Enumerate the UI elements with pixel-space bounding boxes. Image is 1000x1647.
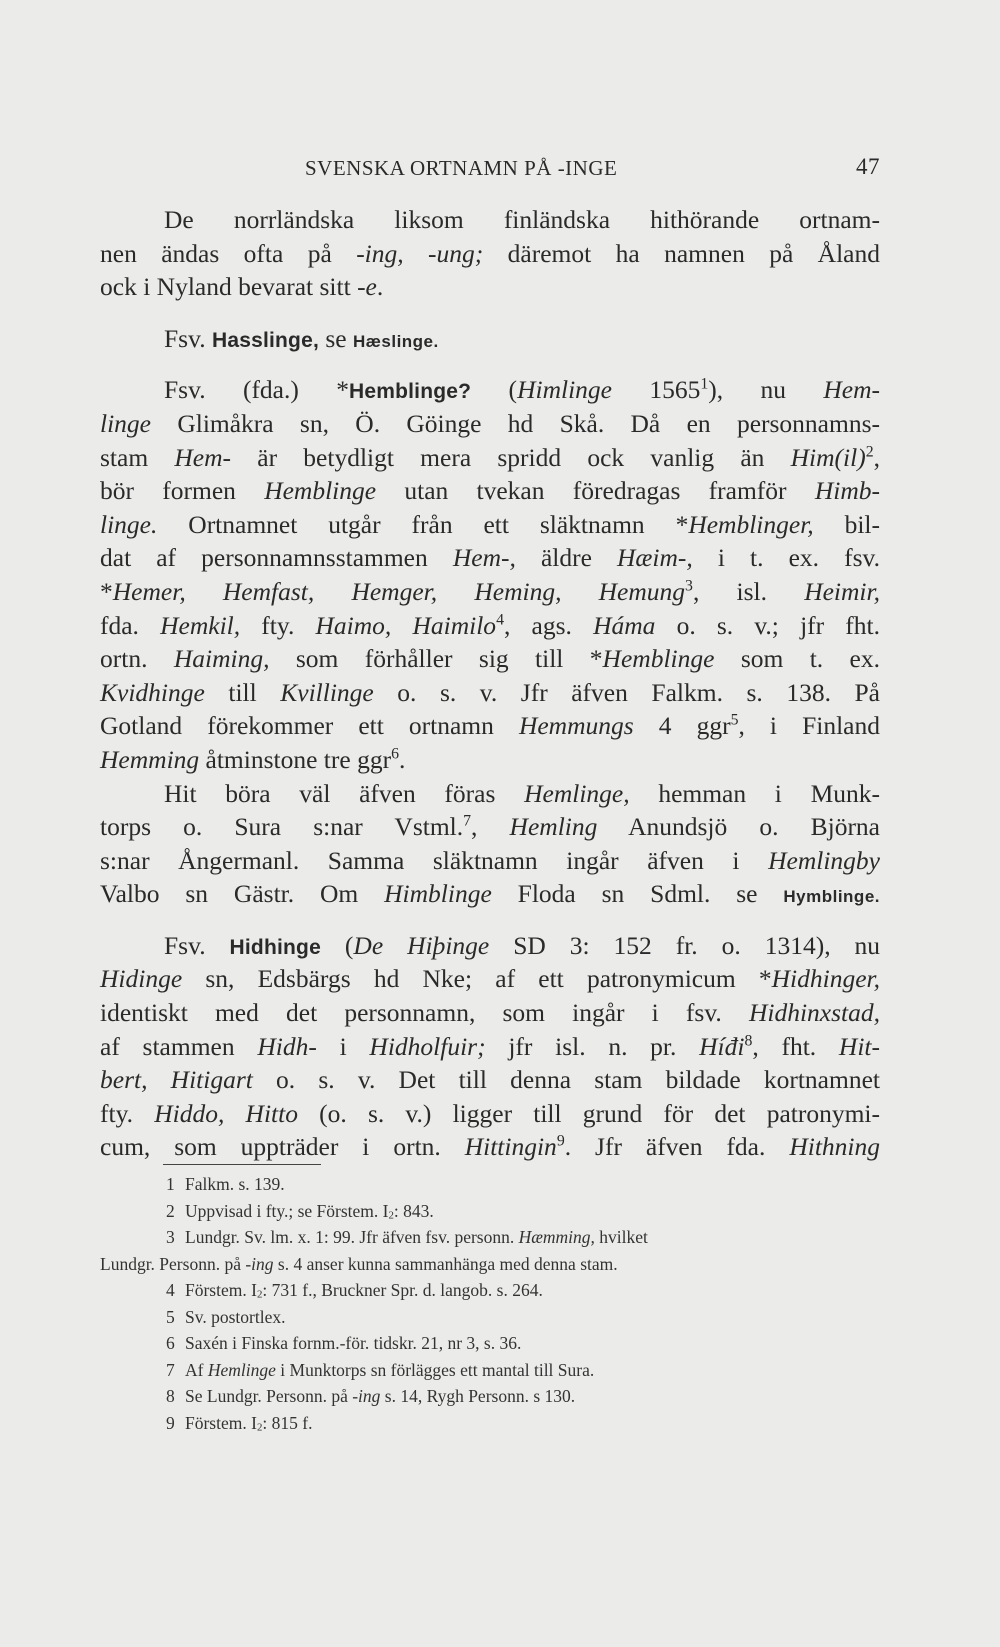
text-run: fty. <box>100 1098 155 1128</box>
text-run: i <box>316 1031 370 1061</box>
text-run: Anundsjö o. Björna <box>597 812 881 842</box>
text-run: (o. s. v.) ligger till grund för det patronymi- <box>297 1098 880 1128</box>
footnote-number: 7 <box>166 1359 175 1380</box>
italic-text: Kvillinge <box>280 677 374 707</box>
text-run: till <box>204 677 281 707</box>
italic-text: Hemblinger, <box>688 509 814 539</box>
text-run: se <box>319 323 353 353</box>
text-line <box>100 962 880 996</box>
text-run: hemman i Munk- <box>629 778 880 808</box>
text-run: jfr isl. n. pr. <box>485 1031 700 1061</box>
text-line <box>100 810 880 844</box>
italic-text: Himblinge <box>384 879 492 909</box>
text-run: Hit böra väl äfven föras <box>164 778 525 808</box>
italic-text: De Hiþinge <box>353 930 490 960</box>
text-run: . Jfr äfven fda. <box>564 1132 790 1162</box>
italic-text: Hem-, <box>452 543 516 573</box>
italic-text: Hæmming, <box>518 1227 595 1247</box>
footnote-number: 5 <box>166 1306 175 1327</box>
text-run: Sv. postortlex. <box>185 1306 286 1327</box>
text-run: o. s. v. Jfr äfven Falkm. s. 138. På <box>373 677 880 707</box>
text-run: är betydligt mera spridd ock vanlig än <box>231 442 791 472</box>
italic-text: Kvidhinge <box>100 677 205 707</box>
text-run: åtminstone tre ggr <box>199 744 392 774</box>
italic-text: -ing <box>352 1386 381 1406</box>
text-run: ock i Nyland bevarat sitt <box>100 272 358 302</box>
footnote <box>100 1277 880 1304</box>
entry-hemblinge <box>100 373 880 407</box>
text-run: Af <box>185 1359 208 1380</box>
italic-text: -e <box>357 272 377 302</box>
text-run: , fht. <box>752 1031 839 1061</box>
text-line <box>100 709 880 743</box>
footnote <box>100 1410 880 1437</box>
text-line <box>100 203 880 237</box>
text-run: identiskt med det personnamn, som ingår i fsv. <box>100 998 749 1028</box>
text-run: ( <box>471 375 518 405</box>
text-run: däremot ha namnen på Åland <box>483 238 880 268</box>
footnote-number: 9 <box>166 1412 175 1433</box>
entry-hidhinge <box>100 929 880 963</box>
text-run: Glimåkra sn, Ö. Göinge hd Skå. Då en personnamns- <box>151 408 880 438</box>
entry-headword: Hasslinge, <box>211 328 319 352</box>
running-header <box>100 152 880 188</box>
footnote-number: 8 <box>166 1386 175 1406</box>
footnote <box>100 1357 880 1384</box>
italic-text: Himb- <box>814 476 880 506</box>
text-run: , ags. <box>503 610 594 640</box>
text-run: De norrländska liksom finländska hithörande ortnam- <box>164 205 880 234</box>
text-run: bör formen <box>100 476 265 506</box>
text-line <box>100 474 880 508</box>
text-run: Ortnamnet utgår från ett släktnamn * <box>157 509 689 539</box>
text-line <box>100 877 880 911</box>
footnote-ref: 5 <box>730 711 739 729</box>
text-run: fda. <box>100 610 161 640</box>
text-run: ortn. <box>100 644 174 674</box>
text-run: : 815 f. <box>262 1412 313 1433</box>
text-line <box>100 1030 880 1064</box>
text-run: ), nu <box>708 375 824 405</box>
entry-headword: Hemblinge? <box>349 380 472 404</box>
page-number: 47 <box>856 154 880 179</box>
text-run: som t. ex. <box>714 644 881 674</box>
text-run: dat af personnamnsstammen <box>100 543 453 573</box>
text-run: Lundgr. Sv. lm. x. 1: 99. Jfr äfven fsv. personn. <box>185 1227 519 1247</box>
italic-text: Hemblinge <box>264 476 377 506</box>
text-run: af stammen <box>100 1031 258 1061</box>
italic-text: Hiddo, Hitto <box>154 1098 298 1128</box>
italic-text: Hidhinxstad, <box>748 998 880 1028</box>
text-run: bil- <box>813 509 880 539</box>
text-line <box>100 1097 880 1131</box>
footnote-ref: 3 <box>685 577 693 595</box>
footnote-number: 3 <box>166 1227 175 1247</box>
text-run: hvilket <box>594 1227 648 1247</box>
italic-text: Hidinge <box>100 964 183 994</box>
text-run: Förstem. I <box>185 1280 257 1300</box>
text-line <box>100 996 880 1030</box>
italic-text: Haimo, Haimilo <box>315 610 497 640</box>
italic-text: Hemling <box>509 812 598 842</box>
text-run: cum, som uppträder i ortn. <box>100 1132 465 1162</box>
text-run: Fsv. <box>164 930 230 960</box>
italic-text: Hemer, Hemfast, Hemger, Heming, Hemung <box>112 576 686 606</box>
footnote-divider <box>163 1164 321 1165</box>
cross-reference: Hæslinge. <box>353 331 439 351</box>
footnotes <box>100 1171 880 1436</box>
italic-text: Hidh- <box>257 1031 317 1061</box>
italic-text: Hemmungs <box>518 711 634 741</box>
text-line <box>100 575 880 609</box>
footnote-ref: 4 <box>496 611 504 629</box>
italic-text: Himlinge <box>517 375 612 405</box>
text-line <box>100 844 880 878</box>
text-line <box>100 743 880 777</box>
footnote-number: 4 <box>166 1280 175 1300</box>
cross-reference: Hymblinge. <box>783 887 880 907</box>
text-line <box>100 1063 880 1097</box>
footnote <box>100 1330 880 1357</box>
body-text <box>100 203 880 1164</box>
footnote <box>100 1198 880 1225</box>
text-run: nen ändas ofta på <box>100 238 357 268</box>
entry-headword: Hidhinge <box>229 935 321 959</box>
text-run: Fsv. (fda.) * <box>164 375 349 405</box>
text-run: 2 <box>256 1288 263 1301</box>
italic-text: Hit- <box>838 1031 880 1061</box>
text-run: stam <box>100 442 175 472</box>
text-run: Fsv. <box>164 323 212 353</box>
footnote-number: 1 <box>166 1174 175 1194</box>
footnote <box>100 1224 880 1251</box>
text-run: * <box>100 576 113 606</box>
text-run: utan tvekan föredragas framför <box>376 476 815 506</box>
italic-text: -ing <box>245 1253 274 1274</box>
italic-text: linge <box>100 408 151 438</box>
italic-text: Haiming, <box>173 644 270 674</box>
italic-text: Hemlinge <box>207 1359 276 1380</box>
italic-text: -ing, -ung; <box>356 238 484 268</box>
text-run: i Munktorps sn förlägges ett mantal till Sura. <box>275 1359 595 1380</box>
entry-hasslinge <box>100 322 880 356</box>
italic-text: Hem- <box>823 375 881 405</box>
footnote-number: 2 <box>166 1200 175 1221</box>
italic-text: Hem- <box>174 442 232 472</box>
text-run: 1565 <box>611 375 701 405</box>
text-run: Floda sn Sdml. se <box>491 879 784 909</box>
text-line <box>100 777 880 811</box>
text-run: : 731 f., Bruckner Spr. d. langob. s. 264. <box>262 1280 543 1300</box>
text-run: , i Finland <box>738 711 881 741</box>
italic-text: Hemlingby <box>768 845 880 875</box>
text-line <box>100 609 880 643</box>
text-run: o. s. v. Det till denna stam bildade kortnamnet <box>252 1065 880 1095</box>
text-run: Se Lundgr. Personn. på <box>185 1386 353 1406</box>
text-run: Valbo sn Gästr. Om <box>100 879 385 909</box>
text-line <box>100 676 880 710</box>
text-run: fty. <box>240 610 316 640</box>
text-run: Gotland förekommer ett ortnamn <box>100 711 519 741</box>
text-run: 2 <box>388 1209 394 1222</box>
text-run: Förstem. I <box>185 1412 257 1433</box>
text-run: torps o. Sura s:nar Vstml. <box>100 812 464 842</box>
italic-text: bert, Hitigart <box>100 1065 253 1095</box>
footnote-ref: 2 <box>865 443 874 461</box>
italic-text: Heimir, <box>804 576 880 606</box>
italic-text: Hittingin <box>464 1132 557 1162</box>
italic-text: linge. <box>100 509 158 539</box>
text-run: : 843. <box>393 1200 434 1221</box>
footnote-ref: 1 <box>700 375 709 393</box>
italic-text: Hidholfuir; <box>369 1031 486 1061</box>
italic-text: Hemblinge <box>602 644 715 674</box>
text-run: sn, Edsbärgs hd Nke; af ett patronymicum * <box>182 964 772 994</box>
text-run: 2 <box>256 1421 263 1434</box>
footnote-ref: 7 <box>463 812 472 830</box>
footnote-continuation <box>100 1251 880 1278</box>
text-run: , <box>471 812 510 842</box>
text-run: . <box>376 272 384 302</box>
footnote-ref: 9 <box>556 1132 565 1150</box>
text-line <box>100 541 880 575</box>
text-run: o. s. v.; jfr fht. <box>655 610 881 640</box>
text-line <box>100 508 880 542</box>
running-title: SVENSKA ORTNAMN PÅ -INGE <box>305 156 618 180</box>
text-run: s. 14, Rygh Personn. s 130. <box>380 1386 576 1406</box>
text-run: s:nar Ångermanl. Samma släktnamn ingår äfven i <box>100 845 769 875</box>
text-run: SD 3: 152 fr. o. 1314), nu <box>489 930 881 960</box>
italic-text: Hidhinger, <box>771 964 880 994</box>
footnote <box>100 1304 880 1331</box>
footnote-number: 6 <box>166 1333 175 1353</box>
italic-text: Hemlinge, <box>524 778 630 808</box>
text-line <box>100 642 880 676</box>
text-run: Saxén i Finska fornm.-för. tidskr. 21, nr 3, s. 36. <box>185 1333 522 1353</box>
text-run: Falkm. s. 139. <box>185 1174 285 1194</box>
footnote-ref: 6 <box>391 745 399 763</box>
text-line <box>100 270 880 304</box>
text-run: som förhåller sig till * <box>269 644 603 674</box>
italic-text: Hithning <box>789 1132 880 1162</box>
text-run: i t. ex. fsv. <box>692 543 881 573</box>
text-line <box>100 441 880 475</box>
italic-text: Hæim-, <box>617 543 693 573</box>
text-run: 4 ggr <box>633 711 731 741</box>
footnote <box>100 1171 880 1198</box>
italic-text: Háma <box>593 610 656 640</box>
italic-text: Híđi <box>699 1031 745 1061</box>
footnote <box>100 1383 880 1410</box>
italic-text: Hemming <box>100 744 200 774</box>
text-line <box>100 407 880 441</box>
text-run: äldre <box>515 543 617 573</box>
text-run: Uppvisad i fty.; se Förstem. I <box>185 1200 389 1221</box>
text-line <box>100 1130 880 1164</box>
text-run: , <box>873 442 880 472</box>
italic-text: Hemkil, <box>160 610 241 640</box>
text-run: s. 4 anser kunna sammanhänga med denna stam. <box>273 1253 618 1274</box>
text-run: Lundgr. Personn. på <box>100 1253 246 1274</box>
text-run: ( <box>320 930 354 960</box>
footnote-ref: 8 <box>744 1032 753 1050</box>
italic-text: Him(il) <box>790 442 866 472</box>
text-run: , isl. <box>692 576 805 606</box>
text-line <box>100 237 880 271</box>
text-run: . <box>398 744 406 774</box>
